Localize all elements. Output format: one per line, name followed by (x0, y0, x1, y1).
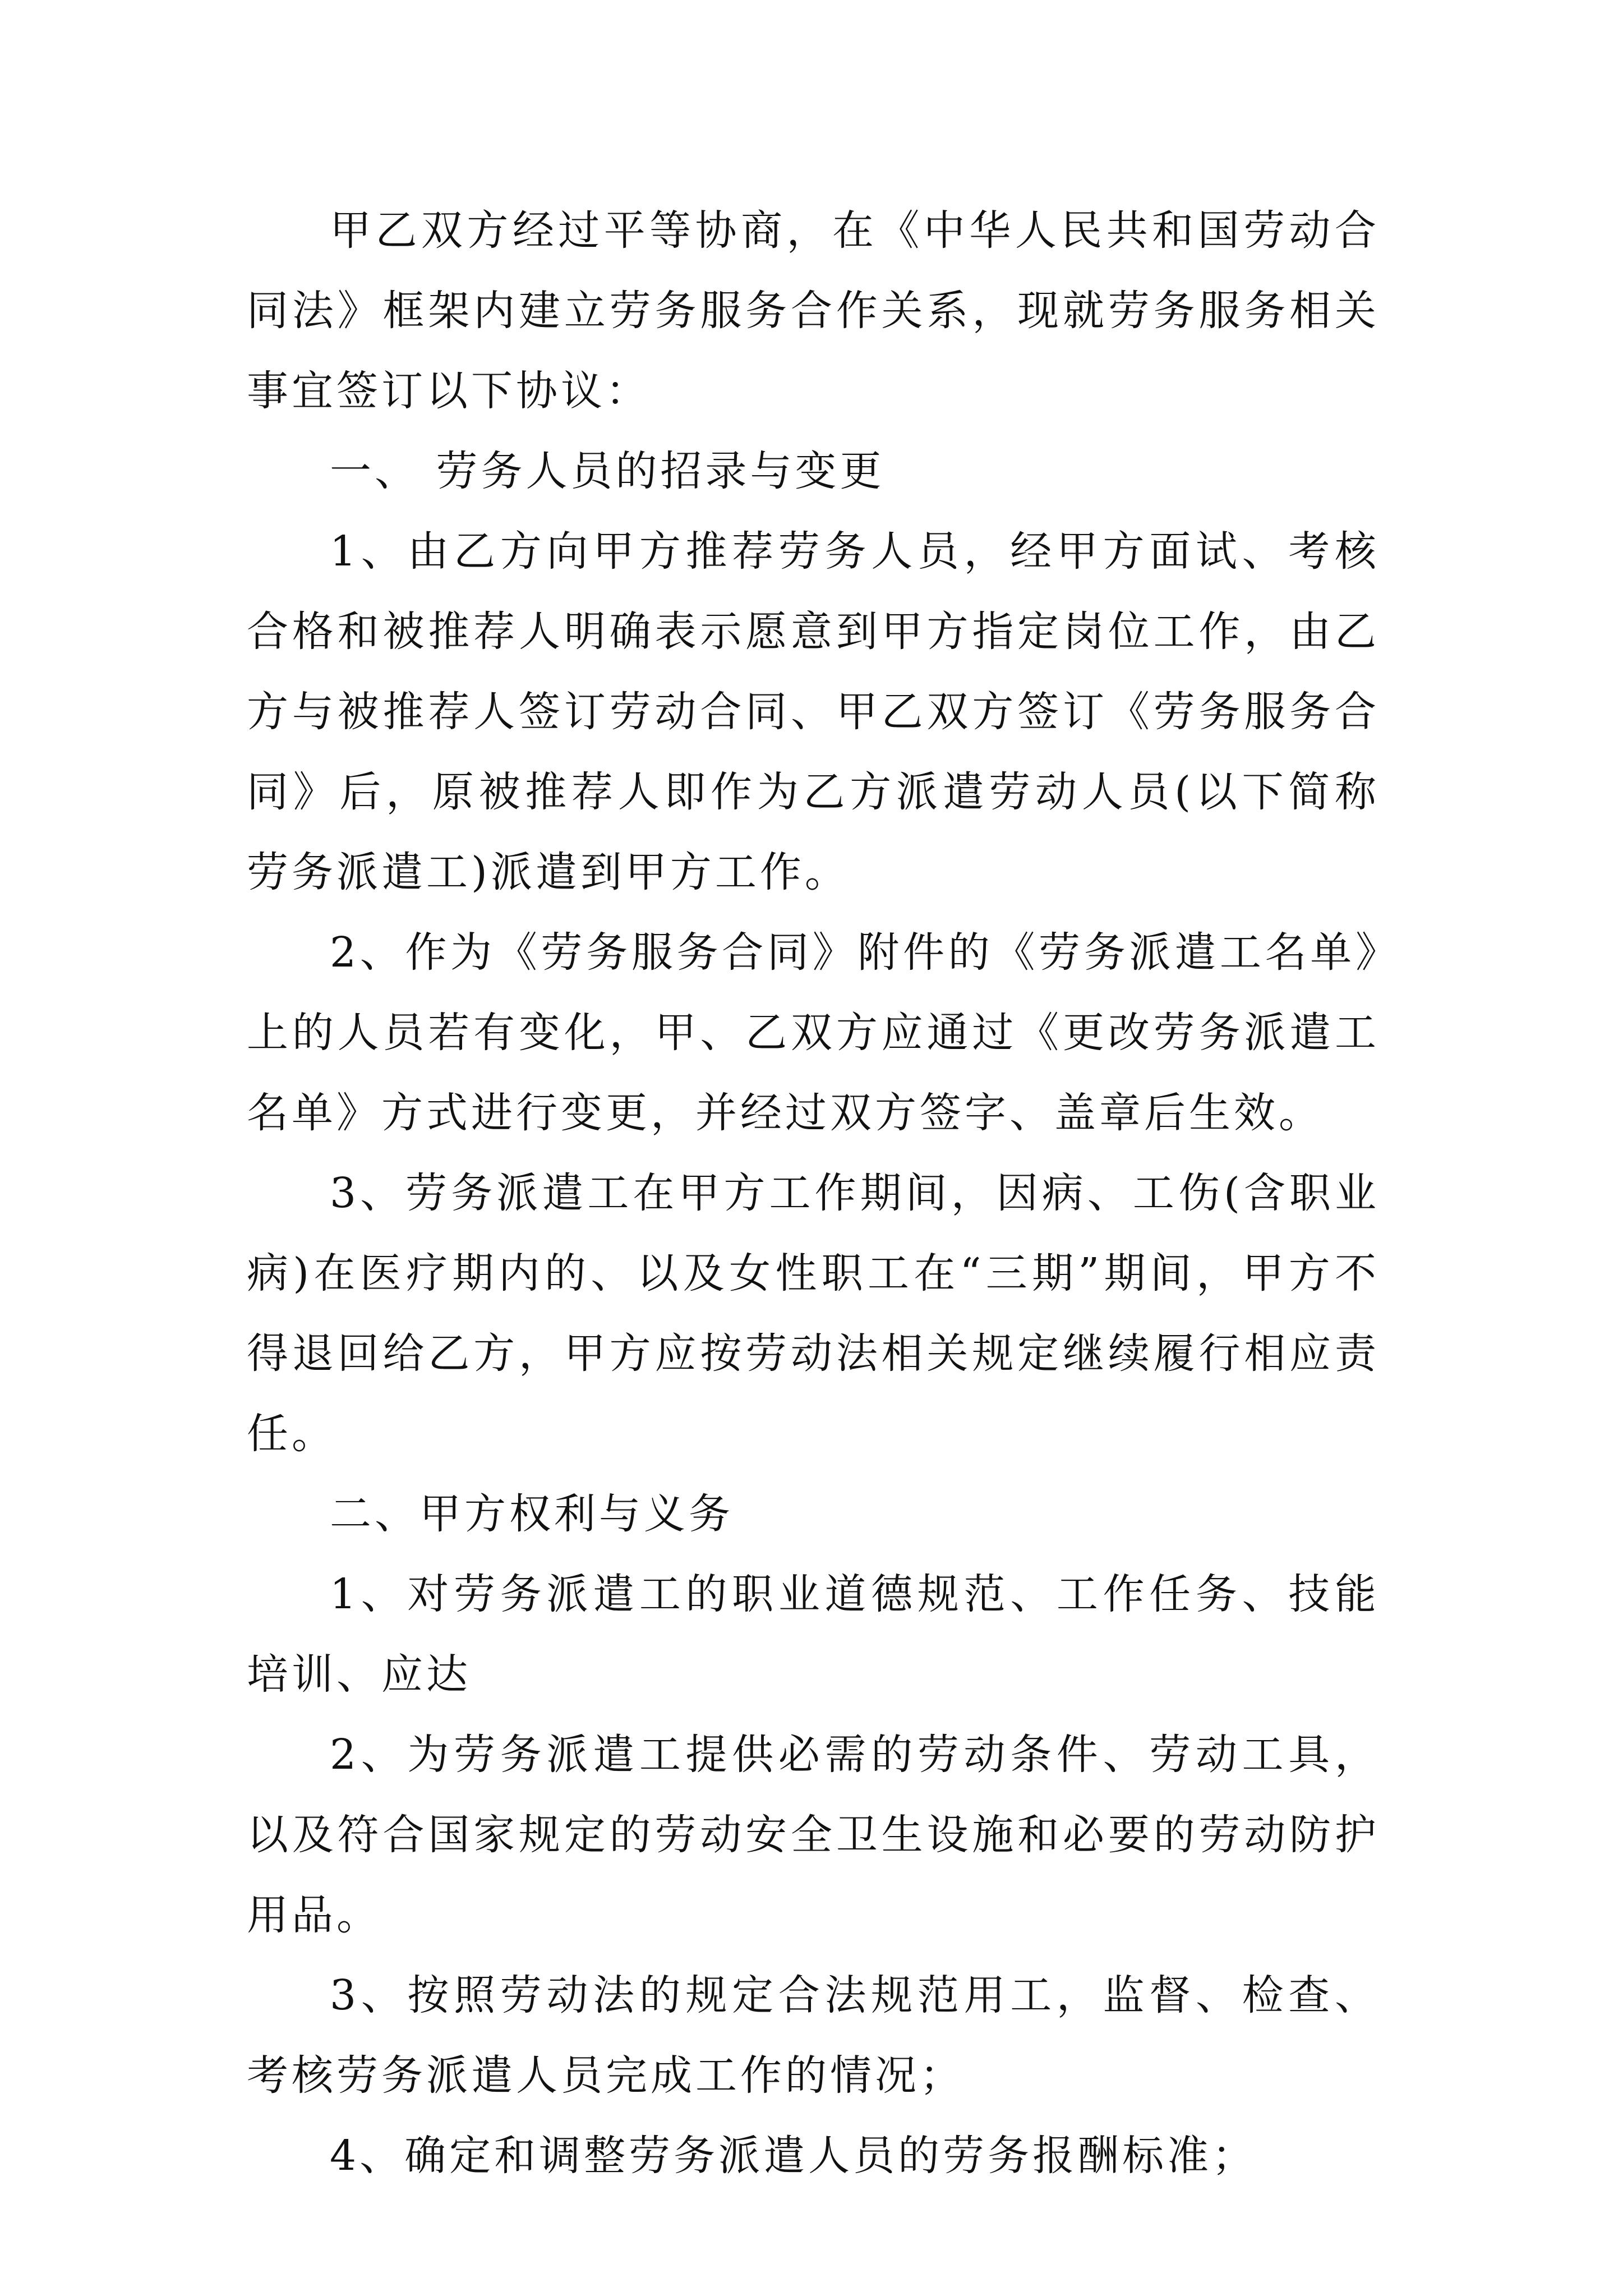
section-heading-recruitment: 一、 劳务人员的招录与变更 (330, 447, 885, 495)
clause-paragraph: 3、按照劳动法的规定合法规范用工，监督、检查、考核劳务派遣人员完成工作的情况； (247, 1971, 1380, 2100)
clause-paragraph: 1、对劳务派遣工的职业道德规范、工作任务、技能培训、应达 (247, 1570, 1380, 1699)
clause-paragraph: 2、作为《劳务服务合同》附件的《劳务派遣工名单》上的人员若有变化，甲、乙双方应通过《更改劳务派遣工名单》方式进行变更，并经过双方签字、盖章后生效。 (247, 928, 1380, 1137)
intro-paragraph: 甲乙双方经过平等协商，在《中华人民共和国劳动合同法》框架内建立劳务服务合作关系，现就劳务服务相关事宜签订以下协议： (247, 206, 1380, 415)
clause-paragraph: 4、确定和调整劳务派遣人员的劳务报酬标准； (330, 2132, 1257, 2180)
section-heading-party-a-rights: 二、甲方权利与义务 (330, 1490, 734, 1538)
clause-paragraph: 1、由乙方向甲方推荐劳务人员，经甲方面试、考核合格和被推荐人明确表示愿意到甲方指定岗位工作，由乙方与被推荐人签订劳动合同、甲乙双方签订《劳务服务合同》后，原被推荐人即作为乙方派遣劳动人员(以下简称劳务派遣工)派遣到甲方工作。 (247, 527, 1380, 896)
clause-paragraph: 2、为劳务派遣工提供必需的劳动条件、劳动工具，以及符合国家规定的劳动安全卫生设施和必要的劳动防护用品。 (247, 1731, 1380, 1939)
clause-paragraph: 3、劳务派遣工在甲方工作期间，因病、工伤(含职业病)在医疗期内的、以及女性职工在“三期”期间，甲方不得退回给乙方，甲方应按劳动法相关规定继续履行相应责任。 (247, 1169, 1380, 1458)
document-page (247, 191, 1380, 2196)
